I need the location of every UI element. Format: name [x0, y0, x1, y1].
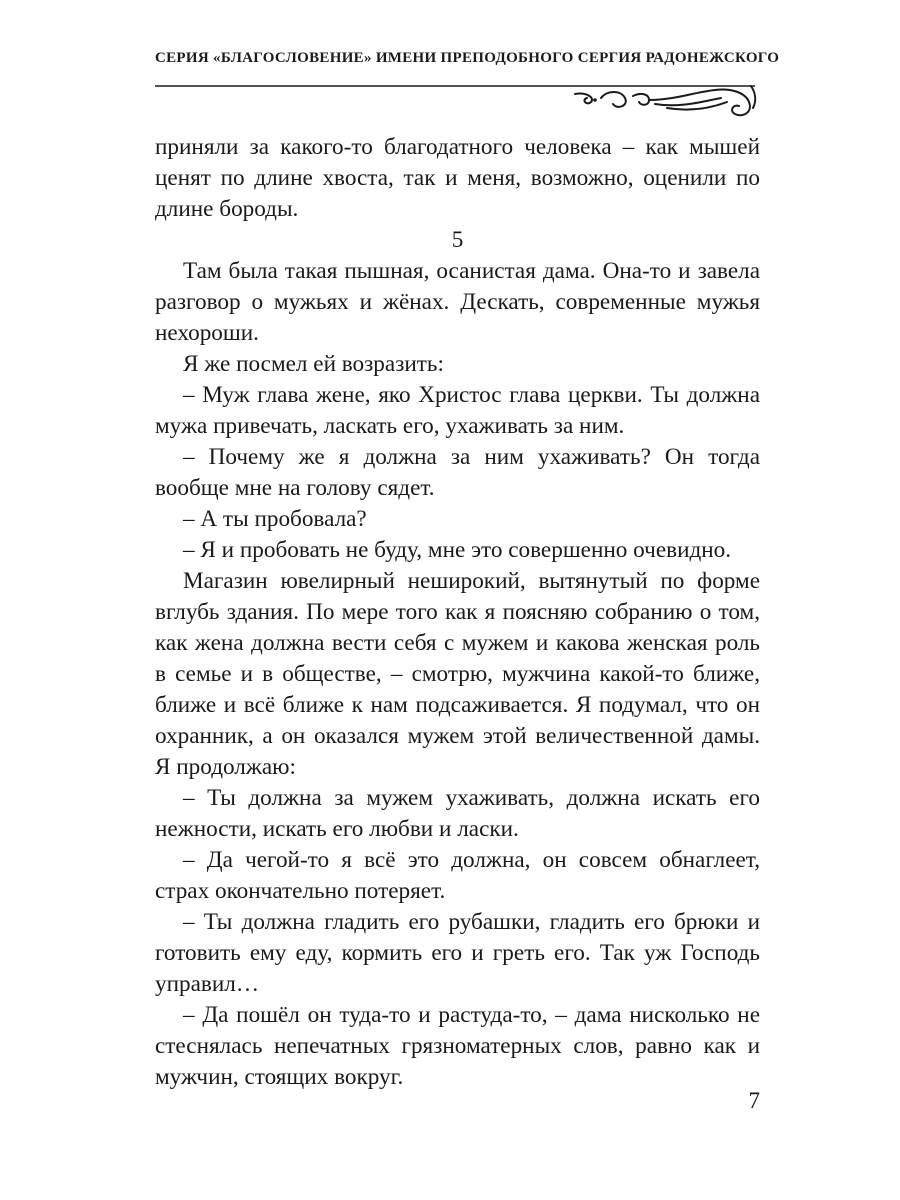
flourish-ornament-icon	[155, 78, 760, 122]
paragraph: – Почему же я должна за ним ухаживать? Он тогда вообще мне на голову сядет.	[155, 444, 760, 501]
page-body	[155, 132, 760, 1093]
paragraph: – Муж глава жене, яко Христос глава церкви. Ты должна мужа привечать, ласкать его, ухаживать за ним.	[155, 382, 760, 439]
paragraph: Магазин ювелирный неширокий, вытянутый по форме вглубь здания. По мере того как я поясняю собранию о том, как жена должна вести себя с мужем и какова женская роль в семье и в обществе, – смотрю, мужчина какой-то ближе, ближе и всё ближе к нам подсаживается. Я подумал, что он охранник, а он оказался мужем этой величественной дамы. Я продолжаю:	[155, 568, 760, 780]
paragraph: Я же посмел ей возразить:	[183, 351, 444, 377]
paragraph: – Ты должна за мужем ухаживать, должна искать его нежности, искать его любви и ласки.	[155, 785, 760, 842]
paragraph: – Ты должна гладить его рубашки, гладить его брюки и готовить ему еду, кормить его и греть его. Так уж Господь управил…	[155, 909, 760, 997]
paragraph: Там была такая пышная, осанистая дама. Она-то и завела разговор о мужьях и жёнах. Дескать, современные мужья нехороши.	[155, 258, 760, 346]
paragraph: – А ты пробовала?	[183, 506, 367, 532]
chapter-number: 5	[451, 227, 464, 253]
paragraph: – Да пошёл он туда-то и растуда-то, – дама нисколько не стеснялась непечатных грязноматерных слов, равно как и мужчин, стоящих вокруг.	[155, 1002, 760, 1090]
paragraph: – Да чегой-то я всё это должна, он совсем обнаглеет, страх окончательно потеряет.	[155, 847, 760, 904]
continuation-paragraph: приняли за какого-то благодатного человека – как мышей ценят по длине хвоста, так и меня, возможно, оценили по длине бороды.	[155, 134, 760, 222]
paragraph: – Я и пробовать не буду, мне это совершенно очевидно.	[183, 537, 732, 563]
page-number: 7	[748, 1088, 760, 1113]
series-header: СЕРИЯ «БЛАГОСЛОВЕНИЕ» ИМЕНИ ПРЕПОДОБНОГО СЕРГИЯ РАДОНЕЖСКОГО	[155, 50, 780, 66]
